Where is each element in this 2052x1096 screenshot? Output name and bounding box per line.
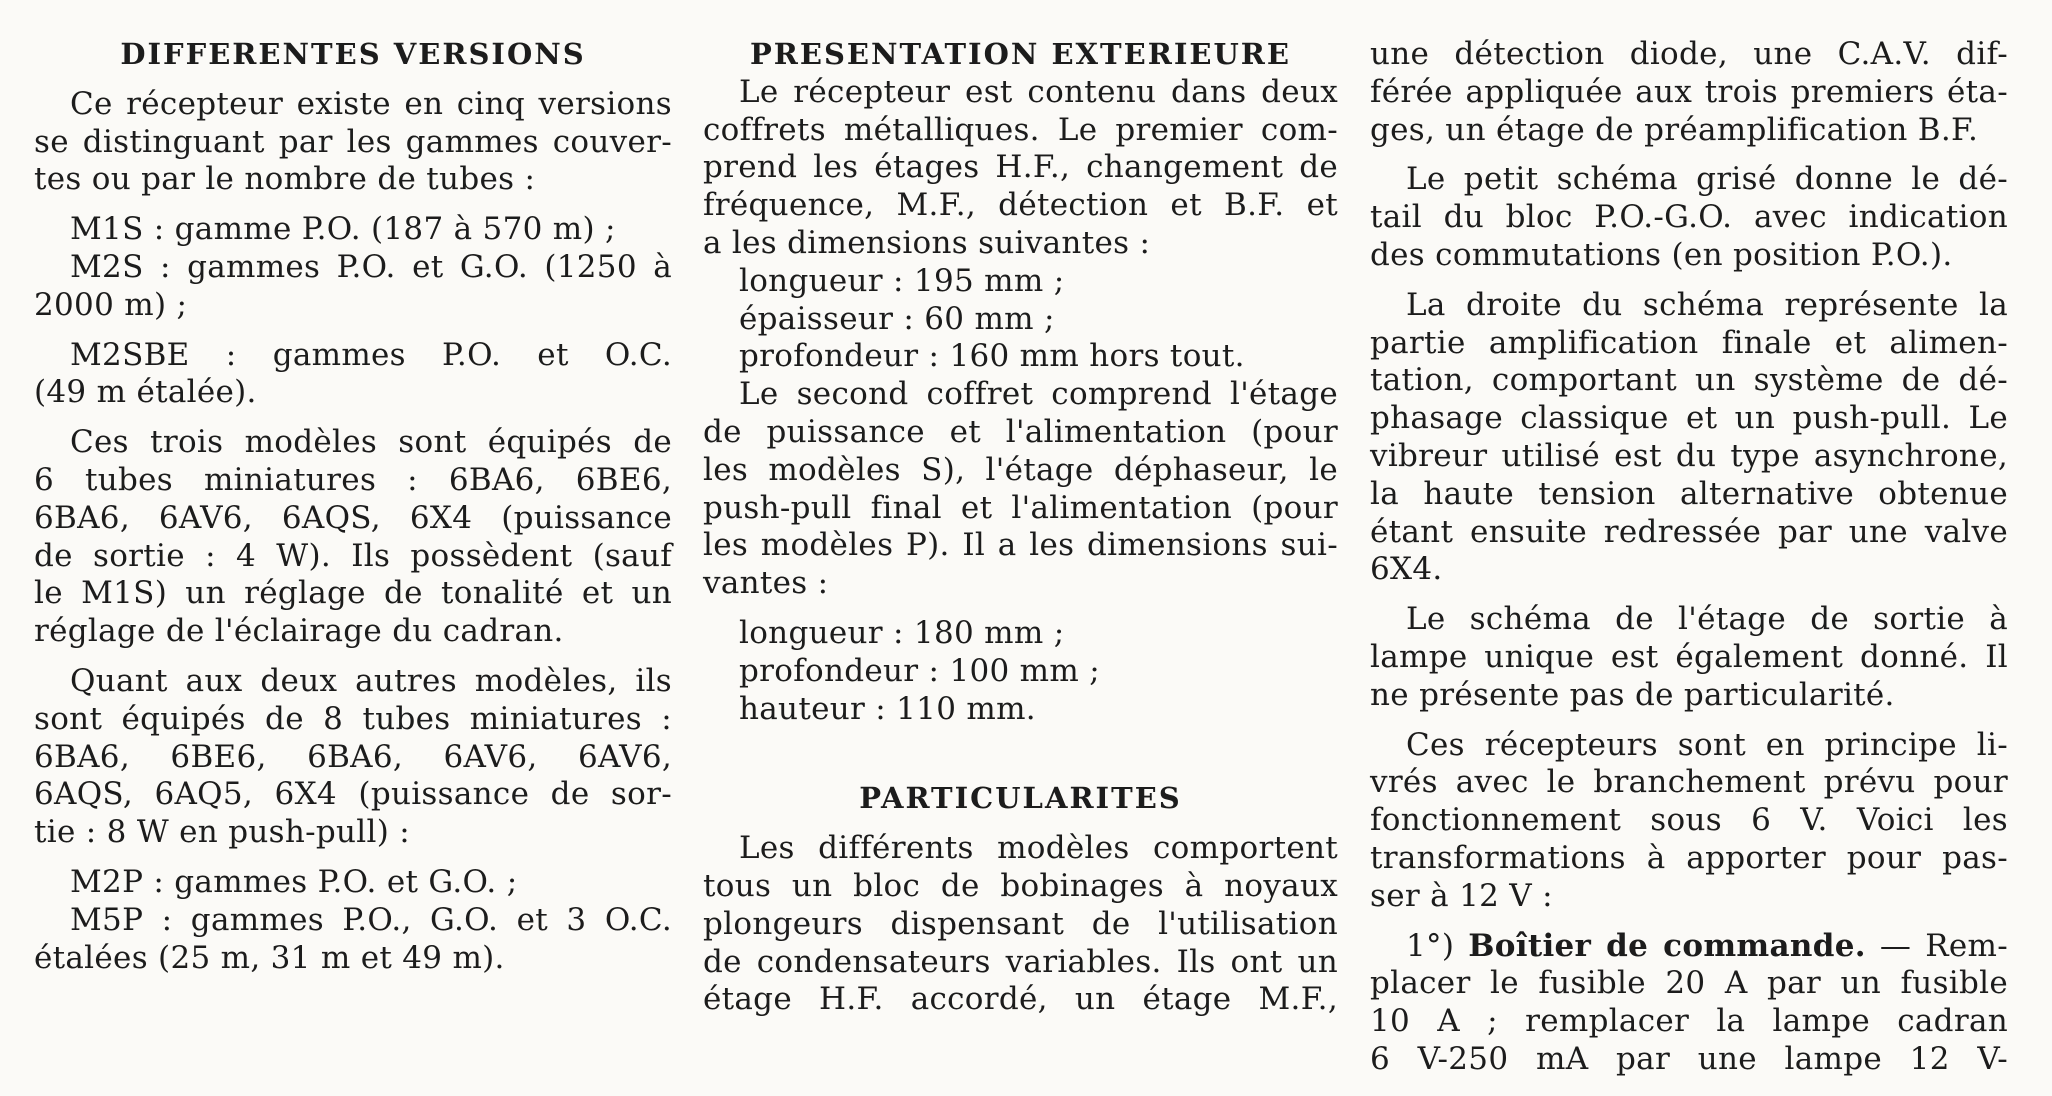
item-number: 1°) bbox=[1406, 927, 1455, 964]
text-line: plongeurs dispensant de l'utilisation bbox=[703, 905, 1338, 942]
text-line: épaisseur : 60 mm ; bbox=[739, 300, 1055, 337]
text-line: de condensateurs variables. Ils ont un bbox=[703, 943, 1338, 980]
text-line: prend les étages H.F., changement de bbox=[703, 149, 1338, 186]
text-line: sont équipés de 8 tubes miniatures : bbox=[34, 700, 672, 737]
item-text: — Rem- bbox=[1865, 927, 2009, 964]
text-line: Le récepteur est contenu dans deux bbox=[739, 73, 1338, 110]
text-line: M2SBE : gammes P.O. et O.C. bbox=[70, 336, 672, 373]
text-line: phasage classique et un push-pull. Le bbox=[1370, 400, 2008, 437]
text-line: ne présente pas de particularité. bbox=[1370, 676, 1895, 713]
text-line: M1S : gamme P.O. (187 à 570 m) ; bbox=[70, 211, 616, 248]
text-line: étant ensuite redressée par une valve bbox=[1370, 513, 2008, 550]
text-line: partie amplification finale et alimen- bbox=[1370, 324, 2008, 361]
text-line: vibreur utilisé est du type asynchrone, bbox=[1370, 437, 2008, 474]
text-line: M5P : gammes P.O., G.O. et 3 O.C. bbox=[70, 901, 672, 938]
text-line: les modèles S), l'étage déphaseur, le bbox=[703, 451, 1338, 488]
text-line: M2S : gammes P.O. et G.O. (1250 à bbox=[70, 248, 672, 285]
text-line: ser à 12 V : bbox=[1370, 877, 1553, 914]
text-line: vantes : bbox=[703, 565, 829, 602]
text-line: étage H.F. accordé, un étage M.F., bbox=[703, 981, 1338, 1018]
text-line: push-pull final et l'alimentation (pour bbox=[703, 489, 1338, 526]
text-line: 10 A ; remplacer la lampe cadran bbox=[1370, 1003, 2008, 1040]
text-line: coffrets métalliques. Le premier com- bbox=[703, 111, 1338, 148]
text-line: 6BA6, 6BE6, 6BA6, 6AV6, 6AV6, bbox=[34, 738, 672, 775]
text-line: de puissance et l'alimentation (pour bbox=[703, 413, 1338, 450]
text-line: une détection diode, une C.A.V. dif- bbox=[1370, 36, 2008, 72]
text-line: étalées (25 m, 31 m et 49 m). bbox=[34, 939, 505, 976]
text-line: Ces trois modèles sont équipés de bbox=[70, 424, 672, 461]
text-line: fréquence, M.F., détection et B.F. et bbox=[703, 187, 1338, 224]
text-line: des commutations (en position P.O.). bbox=[1370, 236, 1953, 273]
text-line: La droite du schéma représente la bbox=[1406, 286, 2008, 323]
text-line: le M1S) un réglage de tonalité et un bbox=[34, 575, 672, 612]
column-2 bbox=[703, 36, 1338, 1019]
text-line: de sortie : 4 W). Ils possèdent (sauf bbox=[34, 537, 672, 574]
text-line: M2P : gammes P.O. et G.O. ; bbox=[70, 863, 518, 900]
text-line: se distinguant par les gammes couver- bbox=[34, 123, 672, 160]
text-line: 6BA6, 6AV6, 6AQS, 6X4 (puissance bbox=[34, 499, 672, 536]
text-line: Ces récepteurs sont en principe li- bbox=[1406, 726, 2008, 763]
text-line: lampe unique est également donné. Il bbox=[1370, 638, 2008, 675]
text-line: tail du bloc P.O.-G.O. avec indication bbox=[1370, 199, 2008, 236]
text-line: profondeur : 100 mm ; bbox=[739, 652, 1100, 689]
heading-particularites: PARTICULARITES bbox=[859, 781, 1182, 816]
text-line: férée appliquée aux trois premiers éta- bbox=[1370, 73, 2008, 110]
text-line: 6 tubes miniatures : 6BA6, 6BE6, bbox=[34, 461, 672, 498]
text-line: Le petit schéma grisé donne le dé- bbox=[1406, 161, 2008, 198]
text-line: réglage de l'éclairage du cadran. bbox=[34, 613, 564, 650]
text-line: 2000 m) ; bbox=[34, 286, 188, 323]
column-3 bbox=[1370, 36, 2008, 1079]
heading-differentes-versions: DIFFERENTES VERSIONS bbox=[120, 37, 586, 71]
text-line: 6X4. bbox=[1370, 551, 1443, 588]
text-line: tation, comportant un système de dé- bbox=[1370, 362, 2008, 399]
text-line: fonctionnement sous 6 V. Voici les bbox=[1370, 802, 2008, 839]
text-line: Le second coffret comprend l'étage bbox=[739, 376, 1338, 413]
text-line: Ce récepteur existe en cinq versions bbox=[70, 85, 672, 122]
text-line: a les dimensions suivantes : bbox=[703, 224, 1151, 261]
text-line: la haute tension alternative obtenue bbox=[1370, 475, 2008, 512]
text-line: profondeur : 160 mm hors tout. bbox=[739, 338, 1245, 375]
text-line: longueur : 195 mm ; bbox=[739, 262, 1065, 299]
text-line: longueur : 180 mm ; bbox=[739, 614, 1065, 651]
text-line: hauteur : 110 mm. bbox=[739, 690, 1036, 727]
text-line: ges, un étage de préamplification B.F. bbox=[1370, 111, 1979, 148]
text-line: Le schéma de l'étage de sortie à bbox=[1406, 601, 2008, 638]
text-line: Quant aux deux autres modèles, ils bbox=[70, 662, 672, 699]
text-line: tie : 8 W en push-pull) : bbox=[34, 814, 411, 851]
column-1 bbox=[34, 36, 672, 977]
heading-presentation-exterieure: PRESENTATION EXTERIEURE bbox=[749, 37, 1292, 71]
numbered-item-line bbox=[1370, 928, 2008, 966]
text-line: les modèles P). Il a les dimensions sui- bbox=[703, 527, 1338, 564]
text-line: vrés avec le branchement prévu pour bbox=[1370, 764, 2008, 801]
text-line: tes ou par le nombre de tubes : bbox=[34, 161, 536, 198]
text-line: 6AQS, 6AQ5, 6X4 (puissance de sor- bbox=[34, 776, 672, 813]
text-line: 6 V-250 mA par une lampe 12 V- bbox=[1370, 1040, 2008, 1077]
text-line: placer le fusible 20 A par un fusible bbox=[1370, 965, 2008, 1002]
text-line: Les différents modèles comportent bbox=[739, 830, 1338, 867]
text-line: (49 m étalée). bbox=[34, 374, 257, 411]
text-line: transformations à apporter pour pas- bbox=[1370, 839, 2008, 876]
item-title: Boîtier de commande. bbox=[1468, 927, 1866, 964]
text-line: tous un bloc de bobinages à noyaux bbox=[703, 867, 1338, 904]
